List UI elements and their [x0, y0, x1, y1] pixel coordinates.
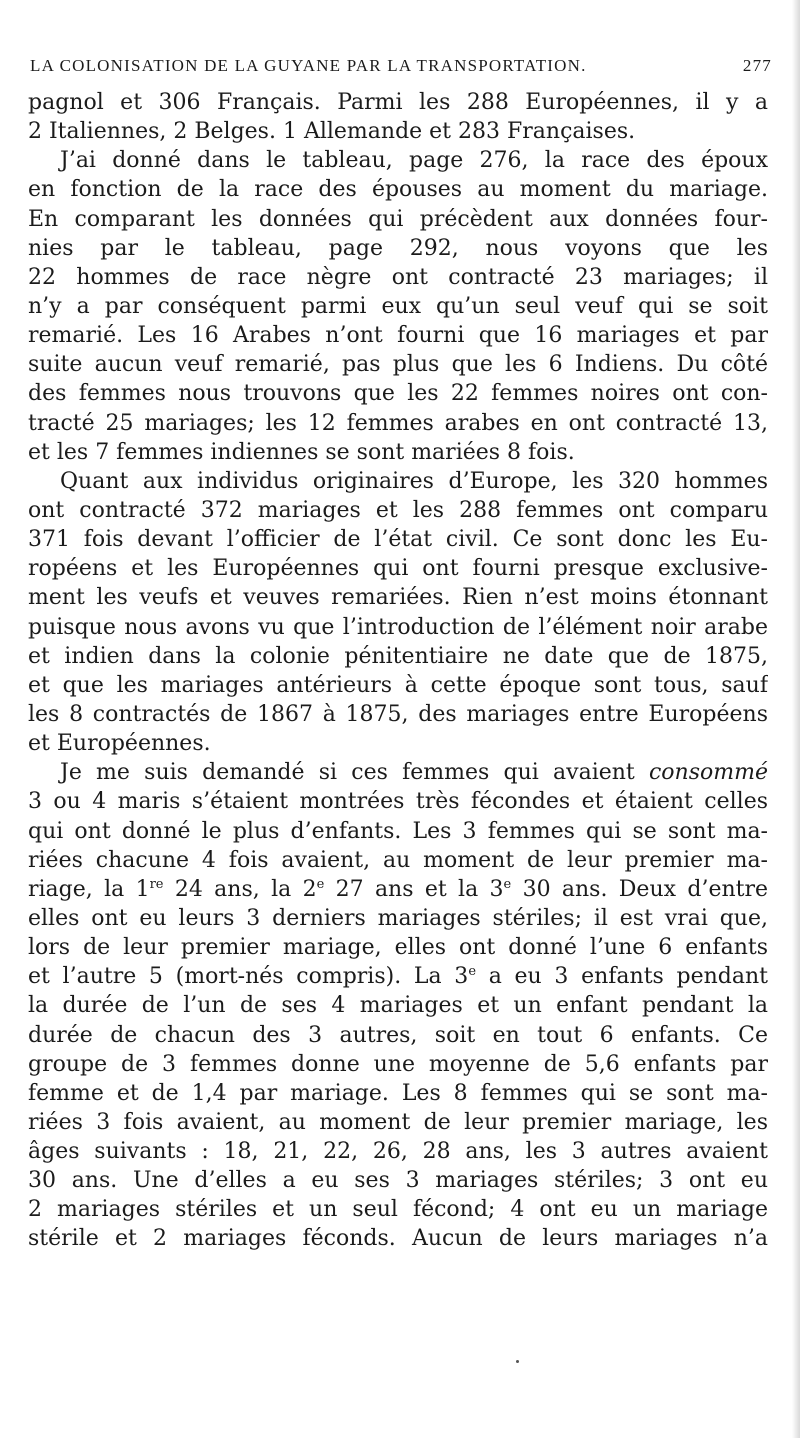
text-line: 2 mariages stériles et un seul fécond; 4 ont eu un mariage	[28, 1197, 768, 1223]
text-line: les 8 contractés de 1867 à 1875, des mariages entre Européens	[28, 701, 768, 727]
text-run: 30 ans. Deux d’entre	[511, 876, 768, 902]
text-line	[28, 758, 768, 787]
text-run: riage, la 1	[28, 876, 150, 902]
text-line: remarié. Les 16 Arabes n’ont fourni que 16 mariages et par	[28, 323, 768, 349]
text-line: ment les veufs et veuves remariées. Rien n’est moins étonnant	[28, 585, 768, 611]
text-line: J’ai donné dans le tableau, page 276, la race des époux	[60, 148, 768, 174]
text-line: et Européennes.	[28, 731, 211, 757]
text-line: durée de chacun des 3 autres, soit en tout 6 enfants. Ce	[28, 1022, 768, 1048]
text-line: ropéens et les Européennes qui ont fourni presque exclusive-	[28, 556, 768, 582]
text-run: 24 ans, la 2	[163, 876, 317, 902]
text-line: riées 3 fois avaient, au moment de leur premier mariage, les	[28, 1109, 768, 1135]
text-line: elles ont eu leurs 3 derniers mariages stériles; il est vrai que,	[28, 905, 768, 931]
page-number: 277	[742, 56, 772, 75]
italic-word: consommé	[648, 760, 768, 786]
text-line	[28, 962, 768, 991]
running-head	[30, 56, 772, 84]
text-line: et les 7 femmes indiennes se sont mariées 8 fois.	[28, 439, 575, 465]
text-line: Quant aux individus originaires d’Europe, les 320 hommes	[60, 468, 768, 494]
ordinal-suffix: re	[149, 876, 164, 892]
text-line: qui ont donné le plus d’enfants. Les 3 femmes qui se sont ma-	[28, 818, 768, 844]
text-line: 371 fois devant l’officier de l’état civil. Ce sont donc les Eu-	[28, 527, 768, 553]
text-line: 2 Italiennes, 2 Belges. 1 Allemande et 283 Françaises.	[28, 119, 636, 145]
ordinal-suffix: e	[503, 876, 512, 892]
text-line: 22 hommes de race nègre ont contracté 23 mariages; il	[28, 264, 768, 290]
text-line: tracté 25 mariages; les 12 femmes arabes en ont contracté 13,	[28, 410, 768, 436]
text-line: pagnol et 306 Français. Parmi les 288 Européennes, il y a	[28, 90, 768, 115]
text-line: femme et de 1,4 par mariage. Les 8 femmes qui se sont ma-	[28, 1080, 768, 1106]
text-line: nies par le tableau, page 292, nous voyons que les	[28, 235, 768, 261]
ordinal-suffix: e	[316, 876, 325, 892]
text-line	[28, 875, 768, 904]
text-line: et indien dans la colonie pénitentiaire ne date que de 1875,	[28, 643, 768, 669]
running-head-title: LA COLONISATION DE LA GUYANE PAR LA TRANSPORTATION.	[30, 56, 587, 75]
text-line: âges suivants : 18, 21, 22, 26, 28 ans, les 3 autres avaient	[28, 1139, 768, 1165]
text-run: a eu 3 enfants pendant	[476, 964, 768, 990]
text-line: 3 ou 4 maris s’étaient montrées très fécondes et étaient celles	[28, 789, 768, 815]
ordinal-suffix: e	[468, 964, 477, 980]
text-line: groupe de 3 femmes donne une moyenne de 5,6 enfants par	[28, 1051, 768, 1077]
text-line: riées chacune 4 fois avaient, au moment de leur premier ma-	[28, 847, 768, 873]
page-edge-shadow	[792, 0, 800, 1438]
text-run: Je me suis demandé si ces femmes qui avaient	[60, 760, 635, 786]
text-line: des femmes nous trouvons que les 22 femmes noires ont con-	[28, 381, 768, 407]
text-line: ont contracté 372 mariages et les 288 femmes ont comparu	[28, 497, 768, 523]
text-line: la durée de l’un de ses 4 mariages et un enfant pendant la	[28, 993, 768, 1019]
text-line: 30 ans. Une d’elles a eu ses 3 mariages stériles; 3 ont eu	[28, 1168, 768, 1194]
text-line: en fonction de la race des épouses au moment du mariage.	[28, 177, 768, 203]
text-line: n’y a par conséquent parmi eux qu’un seul veuf qui se soit	[28, 293, 768, 319]
text-line: En comparant les données qui précèdent aux données four-	[28, 206, 768, 232]
text-line: stérile et 2 mariages féconds. Aucun de leurs mariages n’a	[28, 1226, 768, 1252]
print-speck	[516, 1360, 519, 1363]
text-line: et que les mariages antérieurs à cette époque sont tous, sauf	[28, 672, 768, 698]
body-text	[28, 88, 768, 1254]
text-run: et l’autre 5 (mort-nés compris). La 3	[28, 964, 469, 990]
text-line: puisque nous avons vu que l’introduction de l’élément noir arabe	[28, 614, 768, 640]
text-line: suite aucun veuf remarié, pas plus que les 6 Indiens. Du côté	[28, 352, 768, 378]
text-run: 27 ans et la 3	[324, 876, 504, 902]
text-line: lors de leur premier mariage, elles ont donné l’une 6 enfants	[28, 935, 768, 961]
